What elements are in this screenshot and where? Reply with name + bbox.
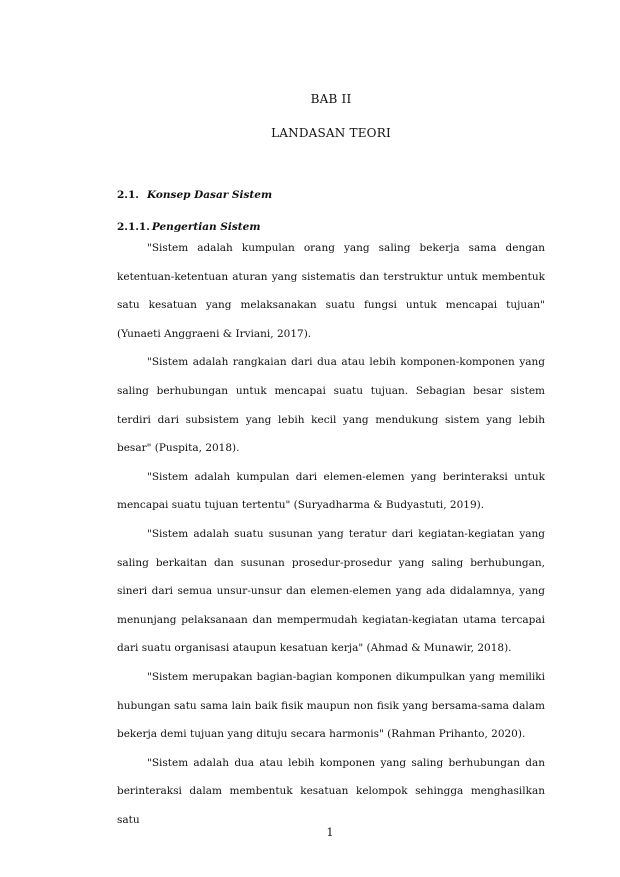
paragraph: "Sistem adalah kumpulan orang yang saling bekerja sama dengan ketentuan-ketentuan aturan yang sistematis dan terstruktur untuk membentuk satu kesatuan yang melaksanakan suatu fungsi untuk mencapai tujuan" (Yunaeti Anggraeni & Irviani, 2017). xyxy=(117,242,545,340)
paragraph: "Sistem adalah rangkaian dari dua atau lebih komponen-komponen yang saling berhubungan untuk mencapai suatu tujuan. Sebagian besar sistem terdiri dari subsistem yang lebih kecil yang mendukung sistem yang lebih besar" (Puspita, 2018). xyxy=(117,356,545,455)
chapter-title: BAB II xyxy=(310,92,352,106)
paragraph: "Sistem merupakan bagian-bagian komponen dikumpulkan yang memiliki hubungan satu sama lain baik fisik maupun non fisik yang bersama-sama dalam bekerja demi tujuan yang dituju secara harmonis" (Rahman Prihanto, 2020). xyxy=(117,670,545,741)
chapter-subtitle: LANDASAN TEORI xyxy=(271,126,391,140)
body-text xyxy=(117,234,545,834)
subsection-heading xyxy=(117,221,260,233)
page-number: 1 xyxy=(326,826,334,839)
section-title: Konsep Dasar Sistem xyxy=(147,189,273,201)
subsection-title: Pengertian Sistem xyxy=(151,221,261,233)
section-heading xyxy=(117,189,272,201)
subsection-number: 2.1.1. xyxy=(117,221,150,233)
paragraph: "Sistem adalah kumpulan dari elemen-elemen yang berinteraksi untuk mencapai suatu tujuan tertentu" (Suryadharma & Budyastuti, 2019). xyxy=(117,470,545,512)
paragraph: "Sistem adalah suatu susunan yang teratur dari kegiatan-kegiatan yang saling berkaitan dan susunan prosedur-prosedur yang saling berhubungan, sineri dari semua unsur-unsur dan elemen-elemen yang ada didalamnya, yang menunjang pelaksanaan dan mempermudah kegiatan-kegiatan utama tercapai dari suatu organisasi ataupun kesatuan kerja" (Ahmad & Munawir, 2018). xyxy=(117,527,545,655)
section-number: 2.1. xyxy=(117,189,139,201)
paragraph: "Sistem adalah dua atau lebih komponen yang saling berhubungan dan berinteraksi dalam membentuk kesatuan kelompok sehingga menghasilkan satu xyxy=(117,756,545,826)
